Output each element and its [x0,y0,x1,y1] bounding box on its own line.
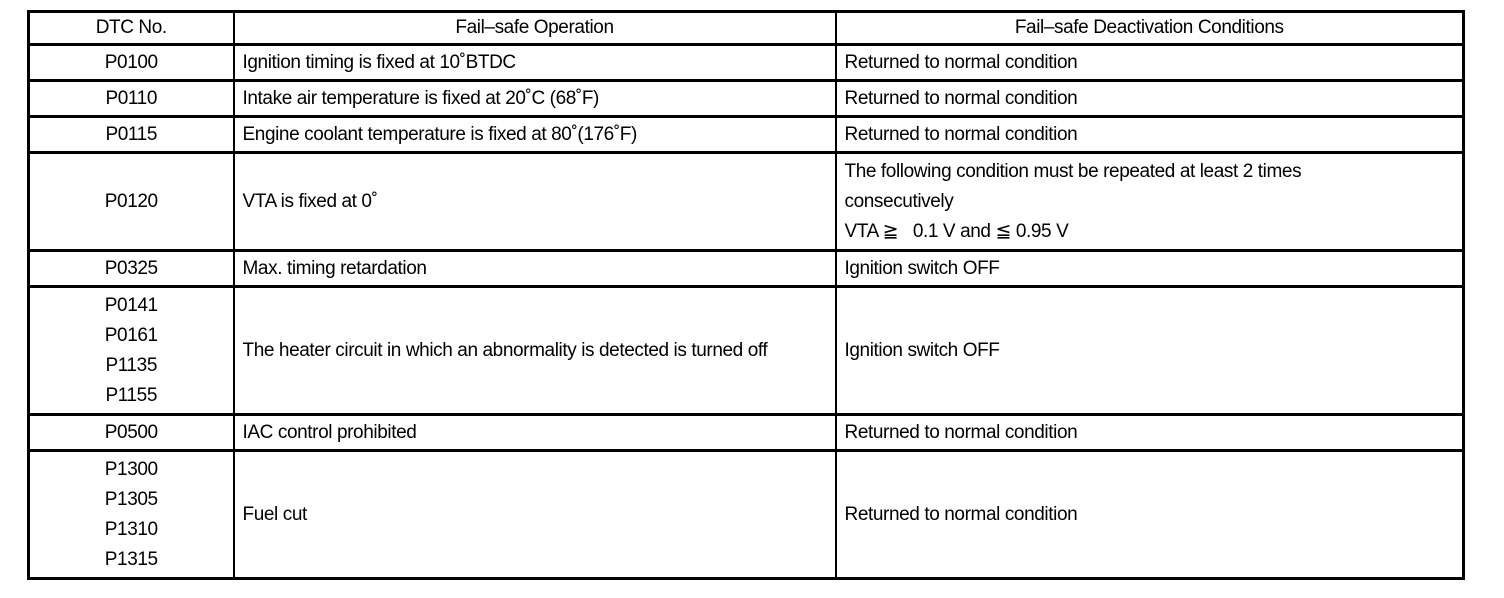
dtc-code: P0115 [105,123,158,145]
dtc-cell [29,45,234,81]
table-row [29,415,1464,451]
deactivation-line: Returned to normal condition [844,123,1078,145]
deactivation-line: Returned to normal condition [844,421,1078,443]
deactivation-cell [836,451,1464,579]
operation-cell: Intake air temperature is fixed at 20˚C (68˚F) [234,81,836,117]
deactivation-line: Ignition switch OFF [844,339,1000,361]
operation-cell: Max. timing retardation [234,251,836,287]
table-row [29,251,1464,287]
dtc-code: P0110 [105,87,158,109]
header-row [29,12,1464,45]
dtc-code: P1155 [105,384,158,406]
dtc-code: P0120 [104,190,158,212]
dtc-cell [29,287,234,415]
deactivation-line: Ignition switch OFF [844,257,1000,279]
dtc-code: P1315 [104,548,158,570]
operation-cell: IAC control prohibited [234,415,836,451]
dtc-code: P0100 [104,51,158,73]
deactivation-line: VTA ≧ 0.1 V and ≦ 0.95 V [844,220,1069,242]
header-deactivation: Fail–safe Deactivation Conditions [836,12,1464,45]
deactivation-cell [836,117,1464,153]
dtc-code: P1310 [104,518,158,540]
operation-cell: VTA is fixed at 0˚ [234,153,836,251]
table-row [29,117,1464,153]
dtc-code: P0325 [104,257,158,279]
deactivation-cell [836,415,1464,451]
table-row [29,45,1464,81]
deactivation-line: consecutively [844,190,954,212]
operation-cell: Fuel cut [234,451,836,579]
deactivation-line: Returned to normal condition [844,87,1078,109]
deactivation-cell [836,153,1464,251]
dtc-code: P0161 [104,324,158,346]
dtc-cell [29,117,234,153]
deactivation-line: The following condition must be repeated at least 2 times [844,160,1302,182]
dtc-code: P0500 [104,421,158,443]
dtc-cell [29,153,234,251]
deactivation-cell [836,81,1464,117]
dtc-code: P1305 [104,488,158,510]
dtc-code: P1300 [104,458,158,480]
table-row [29,81,1464,117]
dtc-cell [29,451,234,579]
deactivation-line: Returned to normal condition [844,503,1078,525]
dtc-cell [29,415,234,451]
header-dtc: DTC No. [29,12,234,45]
dtc-cell [29,251,234,287]
table-row [29,287,1464,415]
table-row [29,451,1464,579]
header-operation: Fail–safe Operation [234,12,836,45]
dtc-cell [29,81,234,117]
failsafe-table [27,10,1465,580]
deactivation-cell [836,287,1464,415]
operation-cell: Ignition timing is fixed at 10˚BTDC [234,45,836,81]
table-row [29,153,1464,251]
operation-cell: Engine coolant temperature is fixed at 80˚(176˚F) [234,117,836,153]
deactivation-line: Returned to normal condition [844,51,1078,73]
deactivation-cell [836,45,1464,81]
dtc-code: P1135 [105,354,158,376]
operation-cell: The heater circuit in which an abnormality is detected is turned off [234,287,836,415]
deactivation-cell [836,251,1464,287]
dtc-code: P0141 [104,294,158,316]
